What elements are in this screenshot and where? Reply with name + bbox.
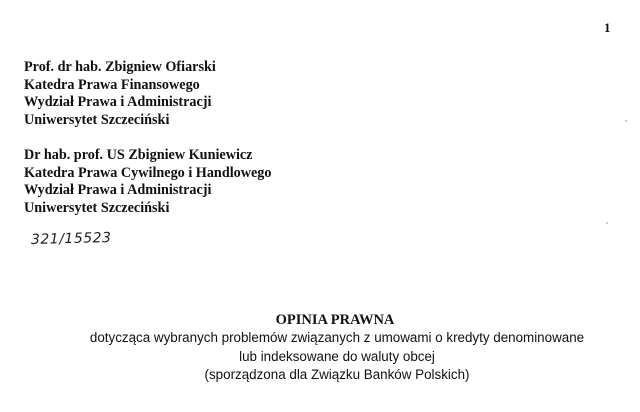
author-department: Katedra Prawa Cywilnego i Handlowego [24,164,272,181]
document-subtitle-line: dotycząca wybranych problemów związanych z umowami o kredyty denominowane [89,330,585,345]
author-name: Prof. dr hab. Zbigniew Ofiarski [24,59,216,75]
document-subtitle-line: lub indeksowane do waluty obcej [239,348,435,364]
author-block-ofiarski [24,59,216,129]
author-name: Dr hab. prof. US Zbigniew Kuniewicz [24,147,253,163]
author-department: Katedra Prawa Finansowego [24,76,200,93]
author-faculty: Wydział Prawa i Administracji [24,182,212,198]
author-block-kuniewicz [24,147,271,217]
document-subtitle-line: (sporządzona dla Związku Banków Polskich) [204,367,470,382]
document-title: OPINIA PRAWNA [275,312,395,328]
handwritten-reference-number: 321/15523 [30,229,112,249]
document-title-block [0,311,640,385]
author-faculty: Wydział Prawa i Administracji [24,94,212,110]
author-university: Uniwersytet Szczeciński [24,199,170,216]
scan-speck [606,222,608,224]
author-university: Uniwersytet Szczeciński [24,111,170,128]
scan-speck [625,120,627,122]
page-number: 1 [604,20,611,35]
